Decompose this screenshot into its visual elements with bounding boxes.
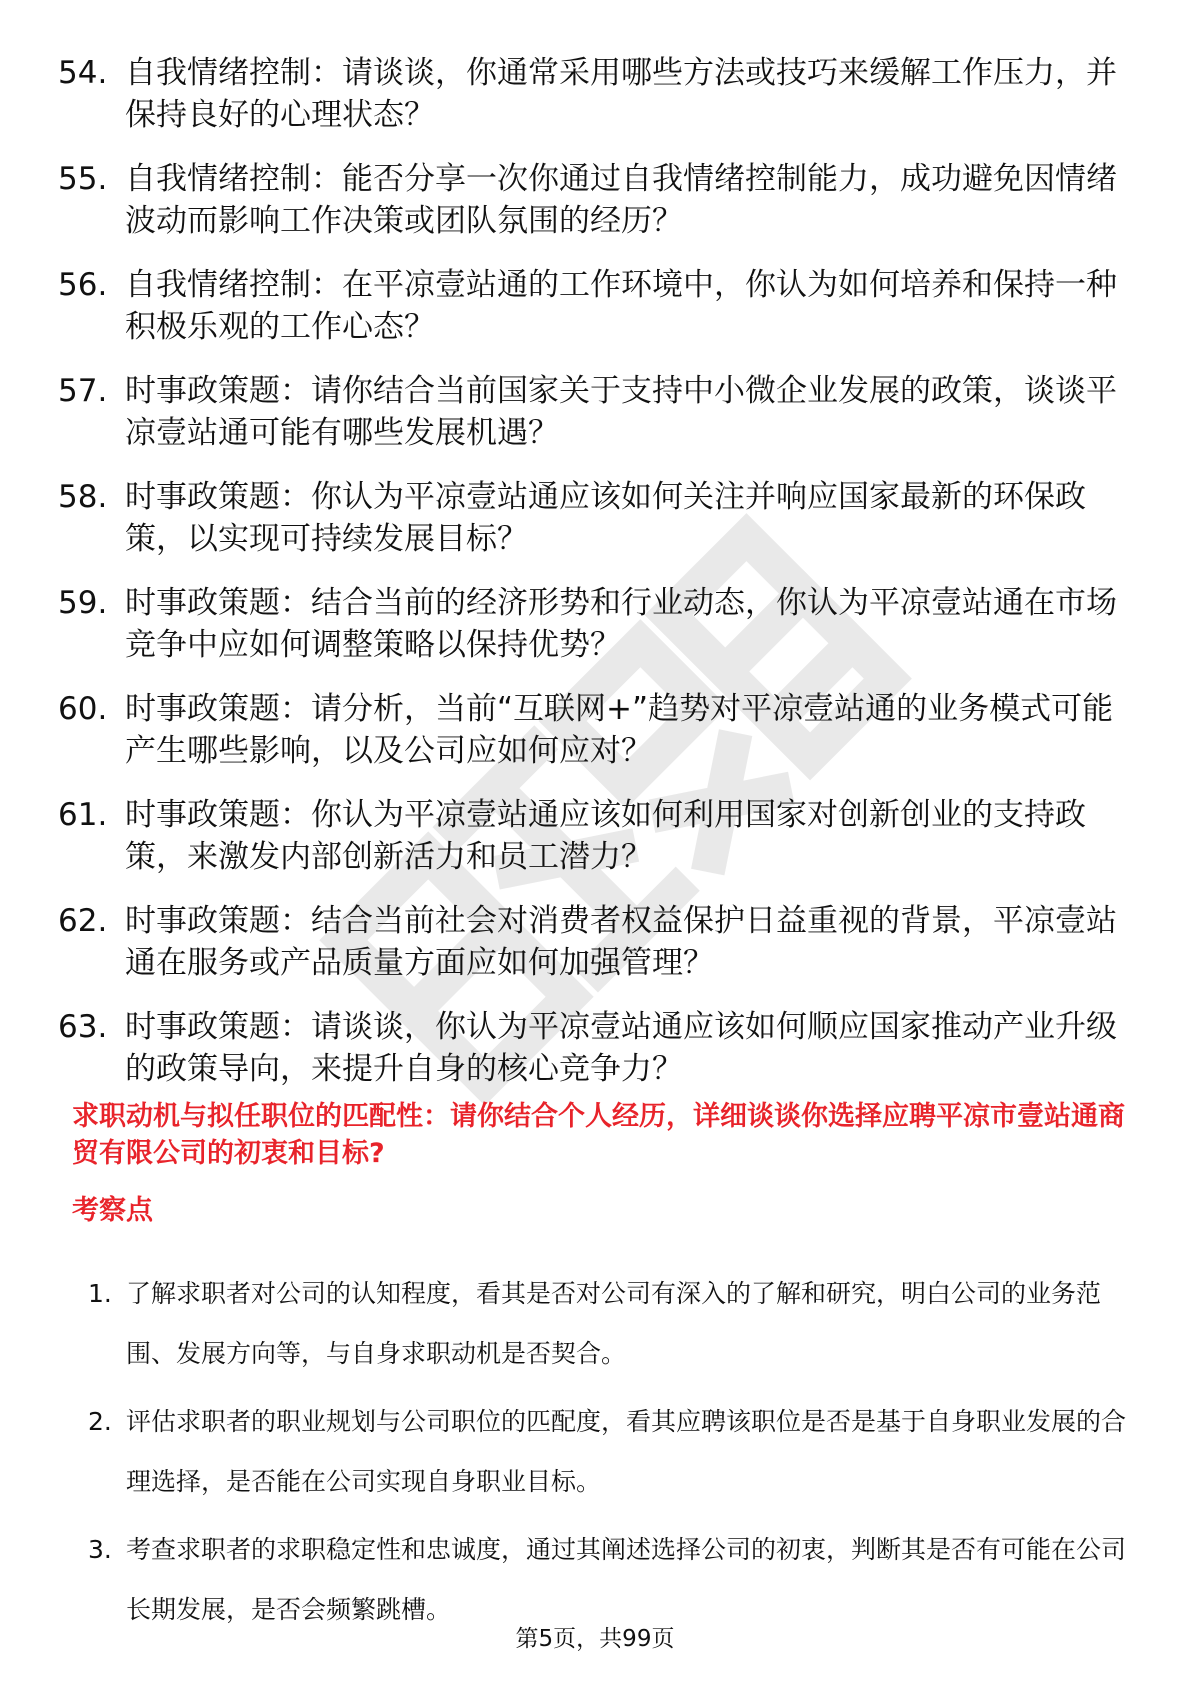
assessment-points-list: [88, 1264, 1138, 1648]
question-item: [58, 582, 1138, 666]
question-item: [58, 370, 1138, 454]
question-text: 时事政策题：请分析，当前“互联网+”趋势对平凉壹站通的业务模式可能产生哪些影响，以及公司应如何应对？: [125, 691, 1114, 769]
list-item: [88, 1264, 1138, 1384]
question-text: 时事政策题：结合当前的经济形势和行业动态，你认为平凉壹站通在市场竞争中应如何调整策略以保持优势？: [125, 585, 1117, 663]
question-number: 57.: [58, 373, 108, 409]
point-text: 了解求职者对公司的认知程度，看其是否对公司有深入的了解和研究，明白公司的业务范围、发展方向等，与自身求职动机是否契合。: [126, 1279, 1102, 1368]
section-title: 求职动机与拟任职位的匹配性：请你结合个人经历，详细谈谈你选择应聘平凉市壹站通商贸有限公司的初衷和目标?: [72, 1101, 1125, 1169]
point-number: 1.: [88, 1279, 112, 1308]
question-text: 时事政策题：请谈谈，你认为平凉壹站通应该如何顺应国家推动产业升级的政策导向，来提升自身的核心竞争力？: [125, 1009, 1117, 1087]
question-number: 62.: [58, 903, 108, 939]
question-item: [58, 476, 1138, 560]
list-item: [88, 1392, 1138, 1512]
question-number: 56.: [58, 267, 108, 303]
question-text: 自我情绪控制：请谈谈，你通常采用哪些方法或技巧来缓解工作压力，并保持良好的心理状态？: [125, 55, 1117, 133]
question-text: 时事政策题：请你结合当前国家关于支持中小微企业发展的政策，谈谈平凉壹站通可能有哪些发展机遇？: [125, 373, 1117, 451]
question-number: 55.: [58, 161, 108, 197]
point-text: 评估求职者的职业规划与公司职位的匹配度，看其应聘该职位是否是基于自身职业发展的合理选择，是否能在公司实现自身职业目标。: [126, 1407, 1127, 1496]
question-text: 自我情绪控制：在平凉壹站通的工作环境中，你认为如何培养和保持一种积极乐观的工作心态？: [125, 267, 1117, 345]
question-number: 60.: [58, 691, 108, 727]
point-number: 2.: [88, 1407, 112, 1436]
question-list: [58, 52, 1138, 1112]
question-item: [58, 794, 1138, 878]
question-number: 58.: [58, 479, 108, 515]
point-text: 考查求职者的求职稳定性和忠诚度，通过其阐述选择公司的初衷，判断其是否有可能在公司长期发展，是否会频繁跳槽。: [126, 1535, 1127, 1624]
question-item: [58, 158, 1138, 242]
question-number: 59.: [58, 585, 108, 621]
question-item: [58, 688, 1138, 772]
question-text: 时事政策题：你认为平凉壹站通应该如何关注并响应国家最新的环保政策，以实现可持续发展目标？: [125, 479, 1086, 557]
question-text: 自我情绪控制：能否分享一次你通过自我情绪控制能力，成功避免因情绪波动而影响工作决策或团队氛围的经历？: [125, 161, 1117, 239]
question-item: [58, 52, 1138, 136]
question-item: [58, 900, 1138, 984]
question-number: 63.: [58, 1009, 108, 1045]
list-item: [88, 1520, 1138, 1640]
question-item: [58, 1006, 1138, 1090]
question-number: 61.: [58, 797, 108, 833]
points-title: 考察点: [72, 1195, 153, 1226]
page-number: 第5页，共99页: [515, 1626, 675, 1652]
question-text: 时事政策题：你认为平凉壹站通应该如何利用国家对创新创业的支持政策，来激发内部创新活力和员工潜力？: [125, 797, 1086, 875]
question-text: 时事政策题：结合当前社会对消费者权益保护日益重视的背景，平凉壹站通在服务或产品质量方面应如何加强管理？: [125, 903, 1117, 981]
question-number: 54.: [58, 55, 108, 91]
question-item: [58, 264, 1138, 348]
point-number: 3.: [88, 1535, 112, 1564]
